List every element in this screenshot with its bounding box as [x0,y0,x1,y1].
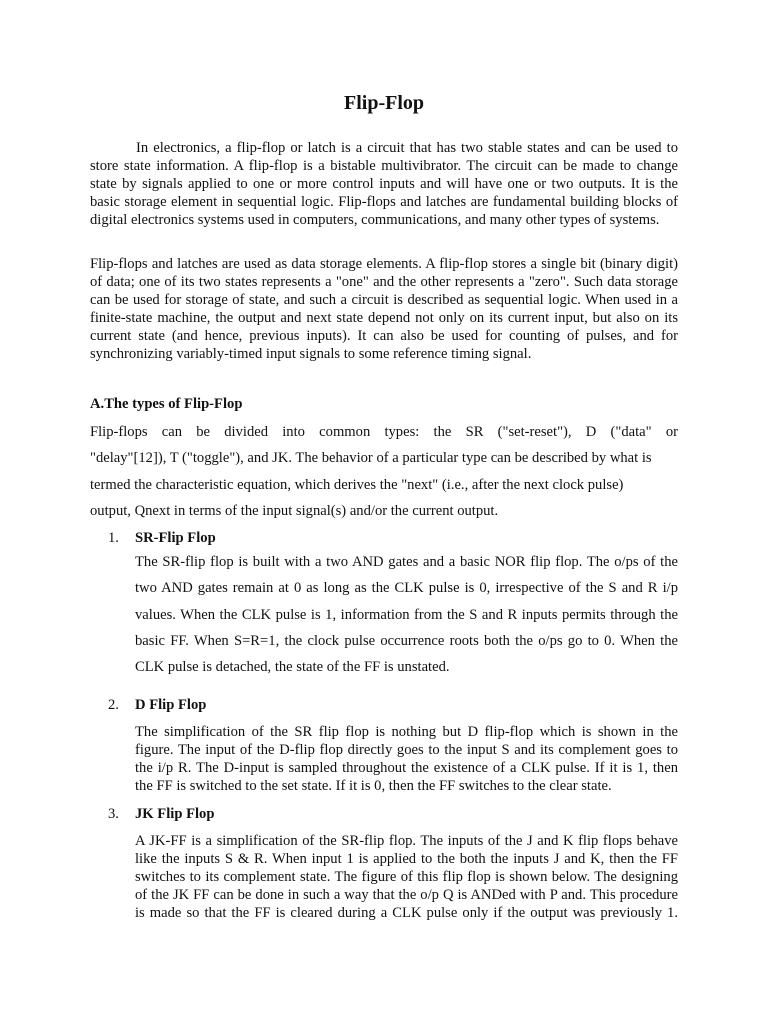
types-intro-line: Flip-flops can be divided into common types: the SR ("set-reset"), D ("data" or [90,424,678,440]
types-intro-line: termed the characteristic equation, which derives the "next" (i.e., after the next clock pulse) [90,476,624,493]
item-line: The SR-flip flop is built with a two AND gates and a basic NOR flip flop. The o/ps of the [135,554,678,570]
types-intro-line: "delay"[12]), T ("toggle"), and JK. The behavior of a particular type can be described by what is [90,450,652,467]
item-title-d: D Flip Flop [135,697,207,713]
item-line: switches to its complement state. The figure of this flip flop is shown below. The designing [135,869,678,885]
intro-paragraph-1: In electronics, a flip-flop or latch is a circuit that has two stable states and can be used to store state information. A flip-flop is a bistable multivibrator. The circuit can be made to change state by signals applied to one or more control inputs and will have one or two outputs. It is the basic storage element in sequential logic. Flip-flops and latches are fundamental building blocks of digital electronics systems used in computers, communications, and many other types of systems. [90,140,678,228]
item-line: The simplification of the SR flip flop is nothing but D flip-flop which is shown in the [135,724,678,740]
item-body-jk [135,832,678,922]
item-line: like the inputs S & R. When input 1 is applied to the both the inputs J and K, then the FF [135,851,678,867]
intro-paragraph-2: Flip-flops and latches are used as data storage elements. A flip-flop stores a single bit (binary digit) of data; one of its two states represents a "one" and the other represents a "zero". Such data storage can be used for storage of state, and such a circuit is described as sequential logic. When used in a finite-state machine, the output and next state depend not only on its current input, but also on its current state (and hence, previous inputs). It can also be used for counting of pulses, and for synchronizing variably-timed input signals to some reference timing signal. [90,256,678,362]
section-heading: A.The types of Flip-Flop [90,396,243,412]
item-line: the FF is switched to the set state. If it is 0, then the FF switches to the clear state. [135,778,612,794]
item-body-d [135,723,678,795]
item-line: figure. The input of the D-flip flop directly goes to the input S and its complement goes to [135,742,678,758]
item-line: two AND gates remain at 0 as long as the CLK pulse is 0, irrespective of the S and R i/p [135,580,678,597]
item-body-sr [135,549,678,680]
item-line: basic FF. When S=R=1, the clock pulse occurrence roots both the o/ps go to 0. When the [135,632,678,649]
item-line: the i/p R. The D-input is sampled throughout the existence of a CLK pulse. If it is 1, then [135,760,678,776]
item-line: CLK pulse is detached, the state of the FF is unstated. [135,659,450,676]
list-number: 1. [108,530,119,546]
item-line: A JK-FF is a simplification of the SR-flip flop. The inputs of the J and K flip flops behave [135,833,678,849]
item-line: of the JK FF can be done in such a way that the o/p Q is ANDed with P and. This procedure [135,887,678,903]
types-intro-paragraph [90,419,678,524]
list-number: 3. [108,806,119,822]
item-line: values. When the CLK pulse is 1, information from the S and R inputs permits through the [135,606,678,623]
list-number: 2. [108,697,119,713]
types-intro-line: output, Qnext in terms of the input signal(s) and/or the current output. [90,502,499,519]
document-title: Flip-Flop [343,92,424,114]
item-title-jk: JK Flip Flop [135,806,215,822]
item-line: is made so that the FF is cleared during a CLK pulse only if the output was previously 1. [135,905,678,921]
item-title-sr: SR-Flip Flop [135,530,216,546]
